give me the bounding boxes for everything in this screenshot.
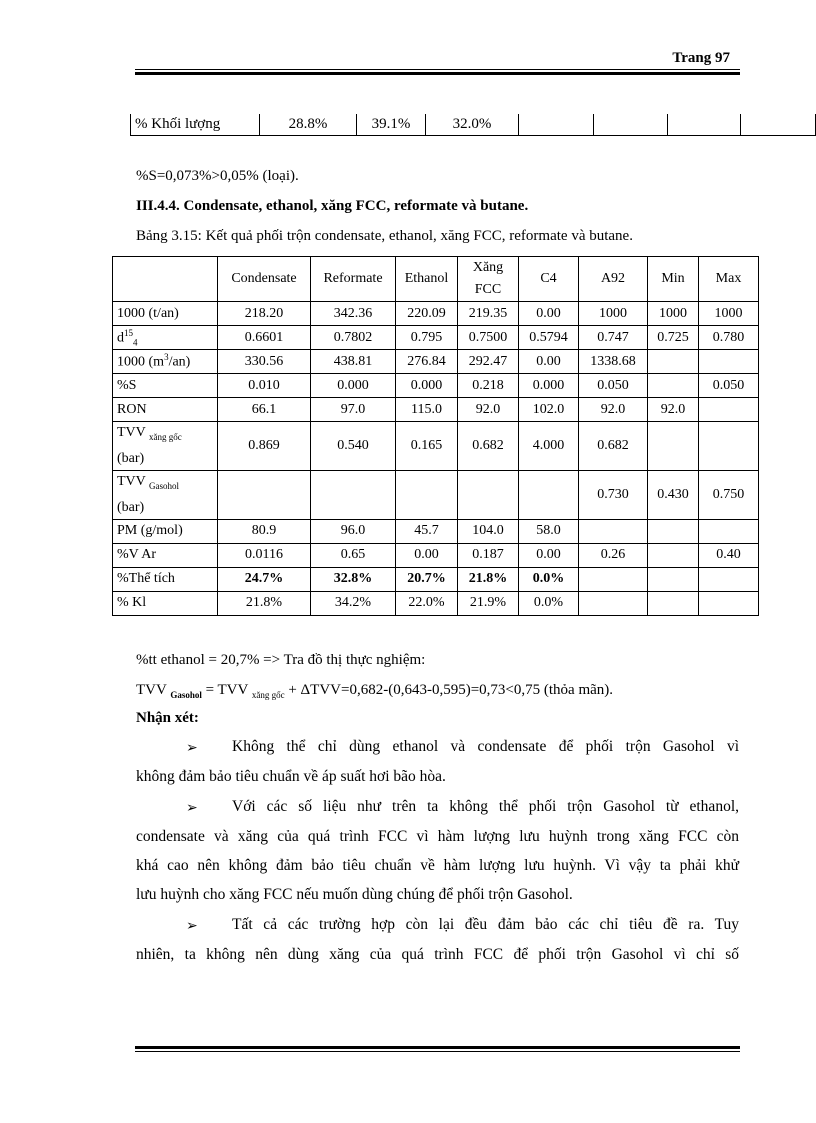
- row-label-line2: (bar): [117, 499, 145, 515]
- table-cell: 0.540: [311, 422, 396, 471]
- table-cell: 92.0: [579, 398, 648, 422]
- table-cell: [648, 567, 699, 591]
- table-cell: 21.8%: [218, 591, 311, 615]
- header-cell: A92: [579, 257, 648, 302]
- table-cell: [311, 470, 396, 519]
- table-row: [113, 350, 759, 374]
- table-cell: 0.869: [218, 422, 311, 471]
- table-cell: [699, 350, 759, 374]
- table-row: [113, 398, 759, 422]
- row-label: %S: [113, 374, 218, 398]
- table-cell: 1000: [699, 302, 759, 326]
- bullet-line: nhiên, ta không nên dùng xăng của quá trình FCC để phối trộn Gasohol vì chỉ số: [136, 946, 739, 963]
- table-row: [113, 326, 759, 350]
- table-cell: 1000: [648, 302, 699, 326]
- table-cell: 218.20: [218, 302, 311, 326]
- table-cell: 0.682: [579, 422, 648, 471]
- row-label: [113, 422, 218, 471]
- header-rule-thin: [135, 69, 740, 70]
- sulfur-result: %S=0,073%>0,05% (loại).: [136, 168, 299, 184]
- table-cell: 97.0: [311, 398, 396, 422]
- header-cell: Min: [648, 257, 699, 302]
- table-cell: 39.1%: [357, 114, 426, 136]
- table-cell: 0.0%: [519, 567, 579, 591]
- row-label-sub: Gasohol: [149, 480, 180, 491]
- eq-sub: Gasohol: [170, 690, 202, 700]
- table-cell: [519, 470, 579, 519]
- table-cell: [579, 519, 648, 543]
- remark-heading: Nhận xét:: [136, 710, 199, 726]
- table-cell: [648, 350, 699, 374]
- bullet-line: lưu huỳnh cho xăng FCC nếu muốn dùng chúng để phối trộn Gasohol.: [136, 886, 573, 903]
- table-cell: [648, 519, 699, 543]
- table-cell: 0.7500: [458, 326, 519, 350]
- table-cell: [699, 591, 759, 615]
- table-cell: 342.36: [311, 302, 396, 326]
- table-cell: 0.682: [458, 422, 519, 471]
- table-cell: 102.0: [519, 398, 579, 422]
- table-cell: 0.218: [458, 374, 519, 398]
- table-cell: 0.6601: [218, 326, 311, 350]
- header-cell: Condensate: [218, 257, 311, 302]
- header-rule-thick: [135, 72, 740, 75]
- table-cell-label: % Khối lượng: [131, 114, 260, 136]
- table-cell: 0.65: [311, 543, 396, 567]
- table-cell: 32.8%: [311, 567, 396, 591]
- table-cell: 0.165: [396, 422, 458, 471]
- table-row: [113, 543, 759, 567]
- row-label: % Kl: [113, 591, 218, 615]
- table-row: [113, 422, 759, 471]
- table-cell: 20.7%: [396, 567, 458, 591]
- bullet-first-line: Không thể chỉ dùng ethanol và condensate để phối trộn Gasohol vì: [232, 738, 739, 755]
- table-row: [113, 591, 759, 615]
- table-cell: 0.00: [519, 543, 579, 567]
- arrow-bullet-icon: ➢: [186, 801, 198, 816]
- table-row: [113, 519, 759, 543]
- table-cell: 0.050: [579, 374, 648, 398]
- table-cell: 58.0: [519, 519, 579, 543]
- table-cell: 0.430: [648, 470, 699, 519]
- header-cell: [458, 257, 519, 302]
- table-cell: 330.56: [218, 350, 311, 374]
- blending-result-table: [112, 256, 759, 616]
- table-cell: 0.0116: [218, 543, 311, 567]
- header-cell: Reformate: [311, 257, 396, 302]
- eq-part: TVV: [136, 682, 171, 698]
- table-cell: 0.747: [579, 326, 648, 350]
- table-cell: 104.0: [458, 519, 519, 543]
- table-cell: 45.7: [396, 519, 458, 543]
- row-label-main: 1000 (m: [117, 354, 165, 370]
- table-cell: 4.000: [519, 422, 579, 471]
- table-cell: 0.00: [519, 350, 579, 374]
- row-label-sub: 4: [133, 337, 138, 348]
- row-label: PM (g/mol): [113, 519, 218, 543]
- bullet-first-line: Với các số liệu như trên ta không thể phối trộn Gasohol từ ethanol,: [232, 798, 739, 815]
- table-cell: [699, 567, 759, 591]
- table-cell: 0.000: [396, 374, 458, 398]
- table-cell: 22.0%: [396, 591, 458, 615]
- table-cell: 115.0: [396, 398, 458, 422]
- eq-sub: xăng gốc: [251, 690, 285, 700]
- arrow-bullet-icon: ➢: [186, 741, 198, 756]
- footer-rule-thin: [135, 1051, 740, 1052]
- table-cell: [648, 543, 699, 567]
- eq-part: + ΔTVV=0,682-(0,643-0,595)=0,73<0,75 (thỏa mãn).: [284, 682, 614, 698]
- table-cell: 0.00: [519, 302, 579, 326]
- table-cell: 0.26: [579, 543, 648, 567]
- table-cell: [699, 519, 759, 543]
- row-label: %V Ar: [113, 543, 218, 567]
- table-cell: 0.5794: [519, 326, 579, 350]
- row-label: [113, 470, 218, 519]
- table-cell: 0.050: [699, 374, 759, 398]
- row-label-sup: 15: [124, 327, 133, 338]
- table-cell: [579, 591, 648, 615]
- row-label-main: TVV: [117, 425, 146, 440]
- header-cell: Max: [699, 257, 759, 302]
- bullet-line: không đảm bảo tiêu chuẩn về áp suất hơi bão hòa.: [136, 768, 446, 785]
- arrow-bullet-icon: ➢: [186, 919, 198, 934]
- table-header-row: [113, 257, 759, 302]
- table-cell: 21.8%: [458, 567, 519, 591]
- table-cell: [396, 470, 458, 519]
- row-label: RON: [113, 398, 218, 422]
- tvv-equation: [136, 682, 613, 700]
- table-cell: 0.730: [579, 470, 648, 519]
- table-cell: 96.0: [311, 519, 396, 543]
- table-cell: [668, 114, 741, 136]
- table-cell: [648, 422, 699, 471]
- table-cell: [579, 567, 648, 591]
- footer-rule-thick: [135, 1046, 740, 1049]
- row-label-line2: (bar): [117, 450, 145, 466]
- header-cell-line: Xăng: [472, 260, 504, 275]
- page-number: Trang 97: [672, 50, 730, 66]
- table-cell: [519, 114, 594, 136]
- header-cell: C4: [519, 257, 579, 302]
- table-cell: 92.0: [648, 398, 699, 422]
- table-cell: 1338.68: [579, 350, 648, 374]
- table-cell: [458, 470, 519, 519]
- table-cell: 0.010: [218, 374, 311, 398]
- table-cell: 24.7%: [218, 567, 311, 591]
- ethanol-volume-line: %tt ethanol = 20,7% => Tra đồ thị thực nghiệm:: [136, 652, 426, 668]
- table-cell: 292.47: [458, 350, 519, 374]
- row-label: %Thể tích: [113, 567, 218, 591]
- section-heading: III.4.4. Condensate, ethanol, xăng FCC, reformate và butane.: [136, 198, 529, 214]
- eq-part: = TVV: [201, 682, 252, 698]
- row-label: [113, 350, 218, 374]
- table-caption: Bảng 3.15: Kết quả phối trộn condensate, ethanol, xăng FCC, reformate và butane.: [136, 228, 633, 244]
- table-cell: 34.2%: [311, 591, 396, 615]
- bullet-line: condensate và xăng của quá trình FCC vì hàm lượng lưu huỳnh trong xăng FCC còn: [136, 828, 739, 845]
- table-cell: 0.40: [699, 543, 759, 567]
- table-cell: 80.9: [218, 519, 311, 543]
- table-cell: 1000: [579, 302, 648, 326]
- table-row: [113, 470, 759, 519]
- table-cell: [699, 398, 759, 422]
- table-cell: 28.8%: [260, 114, 357, 136]
- table-cell: 92.0: [458, 398, 519, 422]
- table-cell: [699, 422, 759, 471]
- header-cell-line: FCC: [474, 282, 502, 297]
- table-cell: [594, 114, 668, 136]
- row-label: 1000 (t/an): [113, 302, 218, 326]
- header-cell: [113, 257, 218, 302]
- table-cell: 0.000: [519, 374, 579, 398]
- table-cell: [218, 470, 311, 519]
- table-cell: 276.84: [396, 350, 458, 374]
- bullet-first-line: Tất cả các trường hợp còn lại đều đảm bảo các chỉ tiêu đề ra. Tuy: [232, 916, 739, 933]
- table-cell: 0.725: [648, 326, 699, 350]
- row-label-sup: 3: [164, 352, 169, 363]
- table-row: [113, 302, 759, 326]
- table-cell: 66.1: [218, 398, 311, 422]
- mass-percent-table: [130, 114, 816, 136]
- table-cell: 0.795: [396, 326, 458, 350]
- table-cell: 0.0%: [519, 591, 579, 615]
- bullet-line: khá cao nên không đảm bảo tiêu chuẩn về hàm lượng lưu huỳnh. Vì vậy ta phải khử: [136, 857, 739, 874]
- row-label-main: TVV: [117, 473, 146, 489]
- row-label-main: d: [117, 330, 124, 346]
- table-row: [131, 114, 816, 136]
- table-cell: 0.000: [311, 374, 396, 398]
- table-cell: [741, 114, 816, 136]
- table-cell: 438.81: [311, 350, 396, 374]
- table-cell: [648, 591, 699, 615]
- table-cell: 0.00: [396, 543, 458, 567]
- header-cell: Ethanol: [396, 257, 458, 302]
- table-cell: 219.35: [458, 302, 519, 326]
- row-label: [113, 326, 218, 350]
- row-label-sub: xăng gốc: [149, 431, 182, 442]
- table-cell: 220.09: [396, 302, 458, 326]
- table-cell: 32.0%: [426, 114, 519, 136]
- table-cell: 21.9%: [458, 591, 519, 615]
- table-cell: [648, 374, 699, 398]
- row-label-tail: /an): [168, 354, 191, 370]
- table-cell: 0.7802: [311, 326, 396, 350]
- table-row: [113, 567, 759, 591]
- table-cell: 0.750: [699, 470, 759, 519]
- table-cell: 0.780: [699, 326, 759, 350]
- table-row: [113, 374, 759, 398]
- table-cell: 0.187: [458, 543, 519, 567]
